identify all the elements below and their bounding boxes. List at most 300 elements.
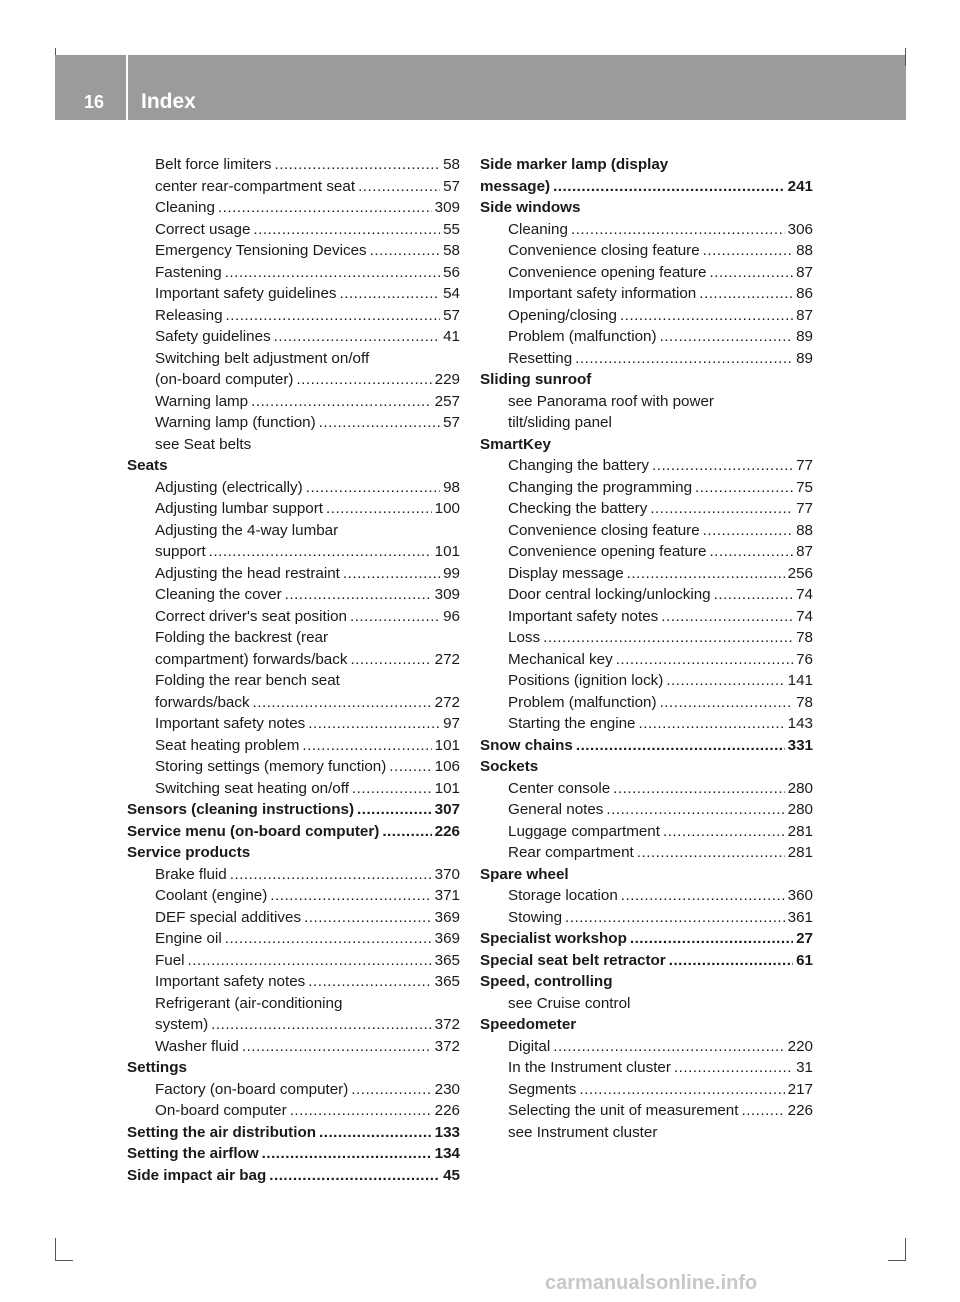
page-ref: 369 <box>434 908 460 926</box>
page-ref: 97 <box>443 715 460 732</box>
entry-line <box>508 885 813 907</box>
entry-line <box>155 713 460 735</box>
index-main-entry <box>480 154 813 197</box>
entry-line <box>155 885 460 907</box>
entry-label: see Panorama roof with power <box>508 392 714 410</box>
index-sub-entry <box>480 692 813 714</box>
entry-label: Correct driver's seat position <box>155 607 347 625</box>
entry-line <box>155 563 460 585</box>
leader-dots <box>340 283 441 305</box>
entry-line <box>127 821 460 843</box>
leader-dots <box>352 778 432 800</box>
page-ref: 306 <box>787 220 813 238</box>
index-sub-entry <box>480 1100 813 1122</box>
entry-line <box>127 1122 460 1144</box>
index-sub-entry <box>127 348 460 391</box>
leader-dots <box>652 455 793 477</box>
index-column-right <box>480 154 813 1143</box>
index-main-entry <box>127 1122 460 1144</box>
entry-line <box>155 778 460 800</box>
index-sub-entry <box>127 993 460 1036</box>
entry-line <box>508 778 813 800</box>
leader-dots <box>660 692 794 714</box>
page-ref: 99 <box>443 564 460 582</box>
page-ref: 369 <box>434 930 460 947</box>
entry-label: see Instrument cluster <box>508 1123 658 1141</box>
entry-line <box>508 993 813 1015</box>
entry-line <box>155 541 460 563</box>
leader-dots <box>674 1057 793 1079</box>
leader-dots <box>188 950 432 972</box>
entry-label: Folding the backrest (rear <box>155 629 329 646</box>
entry-label: On-board computer <box>155 1102 287 1119</box>
leader-dots <box>575 348 793 370</box>
page-ref: 226 <box>434 1102 460 1119</box>
index-sub-entry <box>480 498 813 520</box>
leader-dots <box>270 885 431 907</box>
page-ref: 101 <box>434 779 460 797</box>
index-sub-entry <box>127 219 460 241</box>
entry-line <box>127 1057 460 1079</box>
page-ref: 58 <box>443 156 460 173</box>
page-ref: 281 <box>787 822 813 840</box>
index-sub-entry <box>127 778 460 800</box>
leader-dots <box>669 950 793 972</box>
entry-label: Speedometer <box>480 1016 577 1033</box>
index-sub-entry <box>127 197 460 219</box>
page-number: 16 <box>84 92 105 112</box>
entry-label: Folding the rear bench seat <box>155 672 340 689</box>
entry-label: Digital <box>508 1037 551 1055</box>
entry-line <box>155 305 460 327</box>
leader-dots <box>269 1165 440 1187</box>
entry-line <box>155 197 460 219</box>
entry-line <box>508 692 813 714</box>
entry-label: Important safety notes <box>155 715 306 732</box>
entry-line <box>508 283 813 305</box>
entry-line <box>508 326 813 348</box>
leader-dots <box>571 219 785 241</box>
index-main-entry <box>480 864 813 886</box>
entry-line <box>155 864 460 886</box>
page-ref: 226 <box>787 1102 813 1119</box>
entry-label: Center console <box>508 779 611 797</box>
page-ref: 74 <box>796 586 813 603</box>
page-ref: 75 <box>796 478 813 496</box>
page-ref: 372 <box>434 1016 460 1033</box>
leader-dots <box>351 1079 431 1101</box>
entry-line <box>155 1079 460 1101</box>
crop-mark <box>905 1238 906 1260</box>
leader-dots <box>699 283 793 305</box>
page-ref: 307 <box>434 801 460 818</box>
entry-line <box>155 477 460 499</box>
entry-line <box>155 692 460 714</box>
entry-line <box>508 606 813 628</box>
leader-dots <box>306 477 440 499</box>
crop-mark <box>55 1260 73 1261</box>
leader-dots <box>741 1100 784 1122</box>
crop-mark <box>55 48 56 55</box>
leader-dots <box>660 326 794 348</box>
entry-label: Checking the battery <box>508 500 648 517</box>
entry-label: (on-board computer) <box>155 371 294 388</box>
entry-label: Service menu (on-board computer) <box>127 822 380 840</box>
leader-dots <box>650 498 793 520</box>
page-ref: 78 <box>796 693 813 711</box>
entry-label: Cleaning <box>508 220 568 238</box>
entry-label: Safety guidelines <box>155 328 271 345</box>
entry-line <box>480 950 813 972</box>
entry-label: Display message <box>508 564 624 582</box>
entry-label: In the Instrument cluster <box>508 1059 671 1076</box>
entry-label: Side windows <box>480 199 581 216</box>
entry-label: Warning lamp <box>155 392 249 410</box>
index-sub-entry <box>127 584 460 606</box>
entry-label: Loss <box>508 629 541 646</box>
index-main-entry <box>480 369 813 391</box>
index-sub-entry <box>480 1057 813 1079</box>
leader-dots <box>218 197 432 219</box>
leader-dots <box>319 412 440 434</box>
leader-dots <box>370 240 440 262</box>
entry-label: Emergency Tensioning Devices <box>155 242 367 259</box>
index-sub-entry <box>127 498 460 520</box>
entry-label: Side marker lamp (display <box>480 156 669 173</box>
entry-line <box>508 541 813 563</box>
leader-dots <box>703 240 793 262</box>
entry-line <box>508 649 813 671</box>
leader-dots <box>661 606 793 628</box>
leader-dots <box>553 176 785 198</box>
index-sub-entry <box>127 520 460 563</box>
page-ref: 57 <box>443 414 460 431</box>
page-ref: 360 <box>787 887 813 904</box>
entry-line <box>508 477 813 499</box>
entry-line <box>508 713 813 735</box>
index-sub-entry <box>480 842 813 864</box>
leader-dots <box>389 756 431 778</box>
leader-dots <box>637 842 785 864</box>
leader-dots <box>304 907 432 929</box>
watermark: carmanualsonline.info <box>545 1272 758 1294</box>
entry-label: Problem (malfunction) <box>508 328 657 345</box>
leader-dots <box>253 692 432 714</box>
entry-line <box>127 799 460 821</box>
entry-line <box>480 434 813 456</box>
entry-label: Speed, controlling <box>480 973 613 990</box>
leader-dots <box>695 477 793 499</box>
page-ref: 76 <box>796 650 813 668</box>
entry-label: Side impact air bag <box>127 1166 267 1184</box>
page-ref: 141 <box>787 672 813 689</box>
entry-label: Important safety notes <box>155 973 306 990</box>
leader-dots <box>230 864 432 886</box>
entry-line <box>155 498 460 520</box>
leader-dots <box>319 1122 432 1144</box>
entry-label: Important safety guidelines <box>155 285 337 302</box>
entry-line <box>155 1014 460 1036</box>
index-sub-entry <box>480 606 813 628</box>
index-sub-entry <box>480 240 813 262</box>
entry-line <box>155 649 460 671</box>
index-sub-entry <box>127 326 460 348</box>
index-sub-entry <box>480 455 813 477</box>
leader-dots <box>627 563 785 585</box>
index-sub-entry <box>127 971 460 993</box>
index-sub-entry <box>127 283 460 305</box>
leader-dots <box>709 541 793 563</box>
entry-label: Mechanical key <box>508 650 613 668</box>
page-ref: 226 <box>434 822 460 840</box>
leader-dots <box>253 219 440 241</box>
crop-mark <box>888 1260 906 1261</box>
entry-label: Fuel <box>155 951 185 969</box>
entry-label: Important safety notes <box>508 607 659 625</box>
entry-label: Brake fluid <box>155 865 227 883</box>
index-sub-entry <box>127 864 460 886</box>
leader-dots <box>553 1036 784 1058</box>
page-ref: 87 <box>796 543 813 560</box>
page-ref: 257 <box>434 392 460 410</box>
entry-line <box>508 348 813 370</box>
page-ref: 272 <box>434 650 460 668</box>
entry-line <box>508 391 813 413</box>
index-sub-entry <box>127 240 460 262</box>
index-sub-entry <box>127 950 460 972</box>
entry-label: Cleaning the cover <box>155 586 282 603</box>
entry-line <box>480 369 813 391</box>
entry-line <box>508 219 813 241</box>
entry-line <box>508 262 813 284</box>
page-ref: 54 <box>443 285 460 302</box>
index-sub-entry <box>480 778 813 800</box>
leader-dots <box>382 821 431 843</box>
page-ref: 220 <box>787 1037 813 1055</box>
page-ref: 371 <box>434 887 460 904</box>
entry-line <box>155 412 460 434</box>
leader-dots <box>621 885 785 907</box>
entry-line <box>155 391 460 413</box>
page-ref: 89 <box>796 328 813 345</box>
page-ref: 361 <box>787 908 813 926</box>
index-sub-entry <box>480 907 813 929</box>
entry-line <box>508 842 813 864</box>
page-ref: 77 <box>796 500 813 517</box>
index-sub-entry <box>480 649 813 671</box>
entry-label: Changing the programming <box>508 478 693 496</box>
index-sub-entry <box>127 627 460 670</box>
index-main-entry <box>480 756 813 778</box>
entry-label: Positions (ignition lock) <box>508 672 664 689</box>
index-sub-entry <box>127 885 460 907</box>
entry-line <box>508 670 813 692</box>
index-sub-entry <box>127 391 460 413</box>
entry-line <box>508 584 813 606</box>
entry-line <box>480 1014 813 1036</box>
entry-line <box>127 842 460 864</box>
entry-label: Changing the battery <box>508 457 650 474</box>
leader-dots <box>290 1100 432 1122</box>
entry-label: Factory (on-board computer) <box>155 1080 349 1098</box>
index-sub-entry <box>480 799 813 821</box>
page-ref: 78 <box>796 629 813 646</box>
page-ref: 281 <box>787 844 813 861</box>
entry-line <box>155 627 460 649</box>
entry-label: Adjusting the head restraint <box>155 564 340 582</box>
leader-dots <box>620 305 793 327</box>
leader-dots <box>616 649 793 671</box>
page-ref: 98 <box>443 478 460 496</box>
entry-line <box>155 907 460 929</box>
entry-label: Special seat belt retractor <box>480 951 666 969</box>
page-ref: 31 <box>796 1059 813 1076</box>
entry-line <box>508 412 813 434</box>
index-sub-entry <box>480 283 813 305</box>
index-sub-entry <box>127 670 460 713</box>
entry-label: Setting the airflow <box>127 1145 259 1162</box>
entry-label: Switching belt adjustment on/off <box>155 349 370 367</box>
leader-dots <box>225 262 440 284</box>
entry-line <box>155 1036 460 1058</box>
entry-label: Engine oil <box>155 930 222 947</box>
leader-dots <box>639 713 785 735</box>
entry-label: Seats <box>127 457 168 474</box>
entry-line <box>508 1036 813 1058</box>
page-ref: 57 <box>443 177 460 195</box>
index-sub-entry <box>127 305 460 327</box>
entry-line <box>480 864 813 886</box>
index-sub-entry <box>480 1122 813 1144</box>
page-ref: 61 <box>796 951 813 969</box>
page-ref: 57 <box>443 306 460 324</box>
page-ref: 88 <box>796 521 813 539</box>
entry-label: center rear-compartment seat <box>155 177 356 195</box>
entry-line <box>480 756 813 778</box>
leader-dots <box>251 391 432 413</box>
leader-dots <box>703 520 793 542</box>
index-sub-entry <box>480 541 813 563</box>
entry-line <box>155 1100 460 1122</box>
entry-label: SmartKey <box>480 435 551 453</box>
entry-line <box>508 821 813 843</box>
entry-label: message) <box>480 177 551 195</box>
leader-dots <box>242 1036 432 1058</box>
index-sub-entry <box>127 907 460 929</box>
index-sub-entry <box>480 993 813 1015</box>
index-main-entry <box>480 950 813 972</box>
page-ref: 133 <box>434 1123 460 1141</box>
index-sub-entry <box>480 584 813 606</box>
leader-dots <box>308 971 431 993</box>
entry-line <box>155 520 460 542</box>
entry-label: forwards/back <box>155 693 250 711</box>
entry-label: Stowing <box>508 908 563 926</box>
index-main-entry <box>480 434 813 456</box>
index-sub-entry <box>127 434 460 456</box>
entry-line <box>155 584 460 606</box>
entry-line <box>508 1057 813 1079</box>
entry-line <box>508 1122 813 1144</box>
entry-line <box>155 928 460 950</box>
entry-label: support <box>155 543 206 560</box>
entry-label: compartment) forwards/back <box>155 650 348 668</box>
leader-dots <box>576 735 785 757</box>
index-sub-entry <box>480 520 813 542</box>
entry-label: Adjusting the 4-way lumbar <box>155 521 339 539</box>
entry-label: Segments <box>508 1080 577 1098</box>
entry-label: tilt/sliding panel <box>508 414 612 431</box>
entry-line <box>508 1100 813 1122</box>
page-ref: 55 <box>443 220 460 238</box>
index-sub-entry <box>127 1079 460 1101</box>
index-sub-entry <box>127 563 460 585</box>
entry-label: DEF special additives <box>155 908 302 926</box>
index-main-entry <box>127 1165 460 1187</box>
entry-line <box>155 971 460 993</box>
section-title: Index <box>141 90 196 113</box>
page-ref: 229 <box>434 371 460 388</box>
page-ref: 56 <box>443 263 460 281</box>
page-ref: 89 <box>796 349 813 367</box>
leader-dots <box>296 369 431 391</box>
entry-label: Correct usage <box>155 220 251 238</box>
page-ref: 45 <box>443 1166 460 1184</box>
entry-line <box>155 154 460 176</box>
entry-label: Important safety information <box>508 285 697 302</box>
entry-label: see Cruise control <box>508 994 631 1012</box>
page-ref: 217 <box>787 1080 813 1098</box>
entry-line <box>480 154 813 176</box>
page-ref: 41 <box>443 328 460 345</box>
index-sub-entry <box>127 1036 460 1058</box>
entry-label: General notes <box>508 801 604 818</box>
entry-label: Convenience closing feature <box>508 521 700 539</box>
leader-dots <box>302 735 431 757</box>
leader-dots <box>357 799 432 821</box>
entry-label: Adjusting lumbar support <box>155 500 323 517</box>
leader-dots <box>262 1143 432 1165</box>
entry-line <box>127 1143 460 1165</box>
entry-label: Starting the engine <box>508 715 636 732</box>
page-ref: 100 <box>434 500 460 517</box>
entry-line <box>155 176 460 198</box>
page-ref: 372 <box>434 1037 460 1055</box>
leader-dots <box>613 778 785 800</box>
leader-dots <box>211 1014 432 1036</box>
entry-label: Rear compartment <box>508 844 634 861</box>
entry-line <box>508 799 813 821</box>
leader-dots <box>714 584 793 606</box>
leader-dots <box>358 176 440 198</box>
page-ref: 309 <box>434 199 460 216</box>
index-sub-entry <box>127 1100 460 1122</box>
leader-dots <box>343 563 440 585</box>
entry-line <box>480 735 813 757</box>
index-sub-entry <box>480 1036 813 1058</box>
index-sub-entry <box>127 176 460 198</box>
entry-line <box>155 326 460 348</box>
index-sub-entry <box>480 477 813 499</box>
entry-line <box>155 434 460 456</box>
page-ref: 241 <box>787 177 813 195</box>
entry-line <box>155 348 460 370</box>
entry-line <box>508 455 813 477</box>
leader-dots <box>350 649 431 671</box>
page-ref: 134 <box>434 1145 460 1162</box>
entry-label: Spare wheel <box>480 865 569 883</box>
entry-label: Washer fluid <box>155 1037 239 1055</box>
